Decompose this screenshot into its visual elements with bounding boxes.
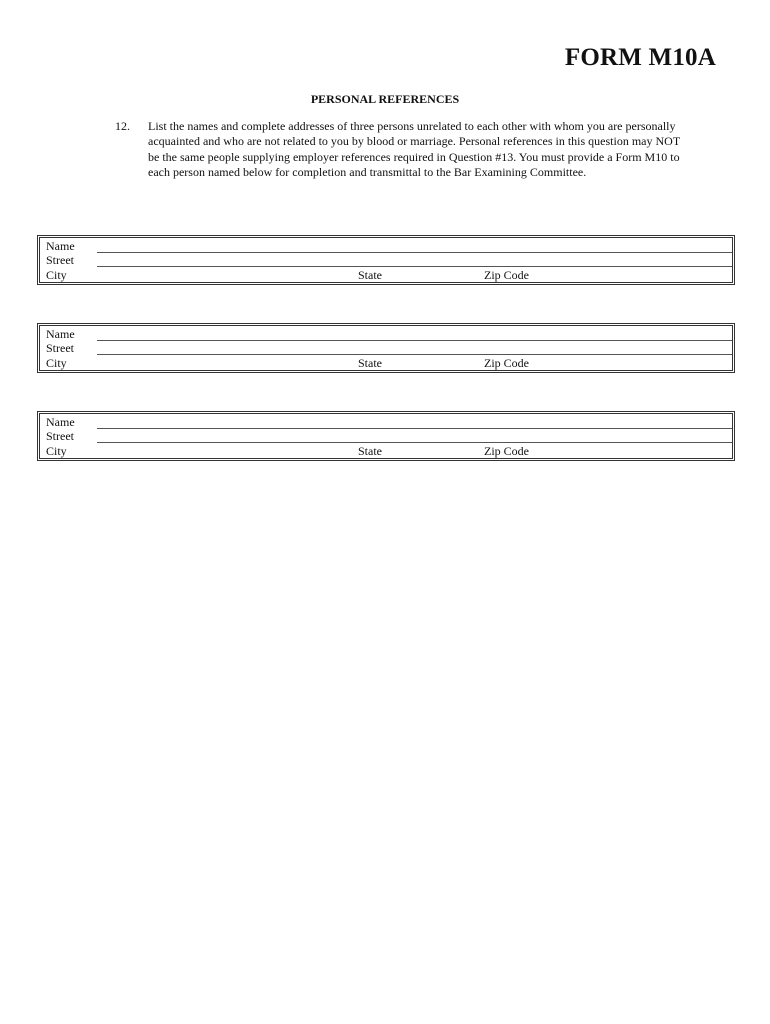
- name-label: Name: [46, 415, 75, 429]
- reference-block-2: [37, 323, 735, 373]
- city-field[interactable]: [97, 355, 352, 369]
- state-label: State: [358, 268, 382, 282]
- street-label: Street: [46, 429, 74, 443]
- reference-block-1: [37, 235, 735, 285]
- name-label: Name: [46, 239, 75, 253]
- street-row: [40, 252, 732, 267]
- zip-code-field[interactable]: [540, 267, 732, 281]
- street-field[interactable]: [97, 428, 732, 442]
- state-field[interactable]: [392, 443, 480, 457]
- reference-block-3: [37, 411, 735, 461]
- name-field[interactable]: [97, 326, 732, 340]
- section-title: PERSONAL REFERENCES: [310, 92, 460, 106]
- name-field[interactable]: [97, 414, 732, 428]
- street-field[interactable]: [97, 252, 732, 266]
- street-row: [40, 428, 732, 443]
- zip-code-label: Zip Code: [484, 356, 529, 370]
- city-label: City: [46, 268, 67, 282]
- name-row: [40, 326, 732, 341]
- zip-code-label: Zip Code: [484, 268, 529, 282]
- city-row: [40, 267, 732, 282]
- state-label: State: [358, 444, 382, 458]
- state-label: State: [358, 356, 382, 370]
- question-number: 12.: [115, 119, 130, 133]
- name-field[interactable]: [97, 238, 732, 252]
- zip-code-label: Zip Code: [484, 444, 529, 458]
- street-label: Street: [46, 341, 74, 355]
- name-label: Name: [46, 327, 75, 341]
- zip-code-field[interactable]: [540, 443, 732, 457]
- city-row: [40, 443, 732, 458]
- street-field[interactable]: [97, 340, 732, 354]
- state-field[interactable]: [392, 355, 480, 369]
- zip-code-field[interactable]: [540, 355, 732, 369]
- form-title: FORM M10A: [564, 44, 716, 71]
- city-field[interactable]: [97, 443, 352, 457]
- city-row: [40, 355, 732, 370]
- question-text: List the names and complete addresses of three persons unrelated to each other with whom you are personally acquainted and who are not related to you by blood or marriage. Personal references in this question may NOT be the same people supplying employer references required in Question #13. You must provide a Form M10 to each person named below for completion and transmittal to the Bar Examining Committee.: [148, 119, 680, 180]
- name-row: [40, 238, 732, 253]
- city-label: City: [46, 356, 67, 370]
- street-label: Street: [46, 253, 74, 267]
- state-field[interactable]: [392, 267, 480, 281]
- city-label: City: [46, 444, 67, 458]
- street-row: [40, 340, 732, 355]
- city-field[interactable]: [97, 267, 352, 281]
- name-row: [40, 414, 732, 429]
